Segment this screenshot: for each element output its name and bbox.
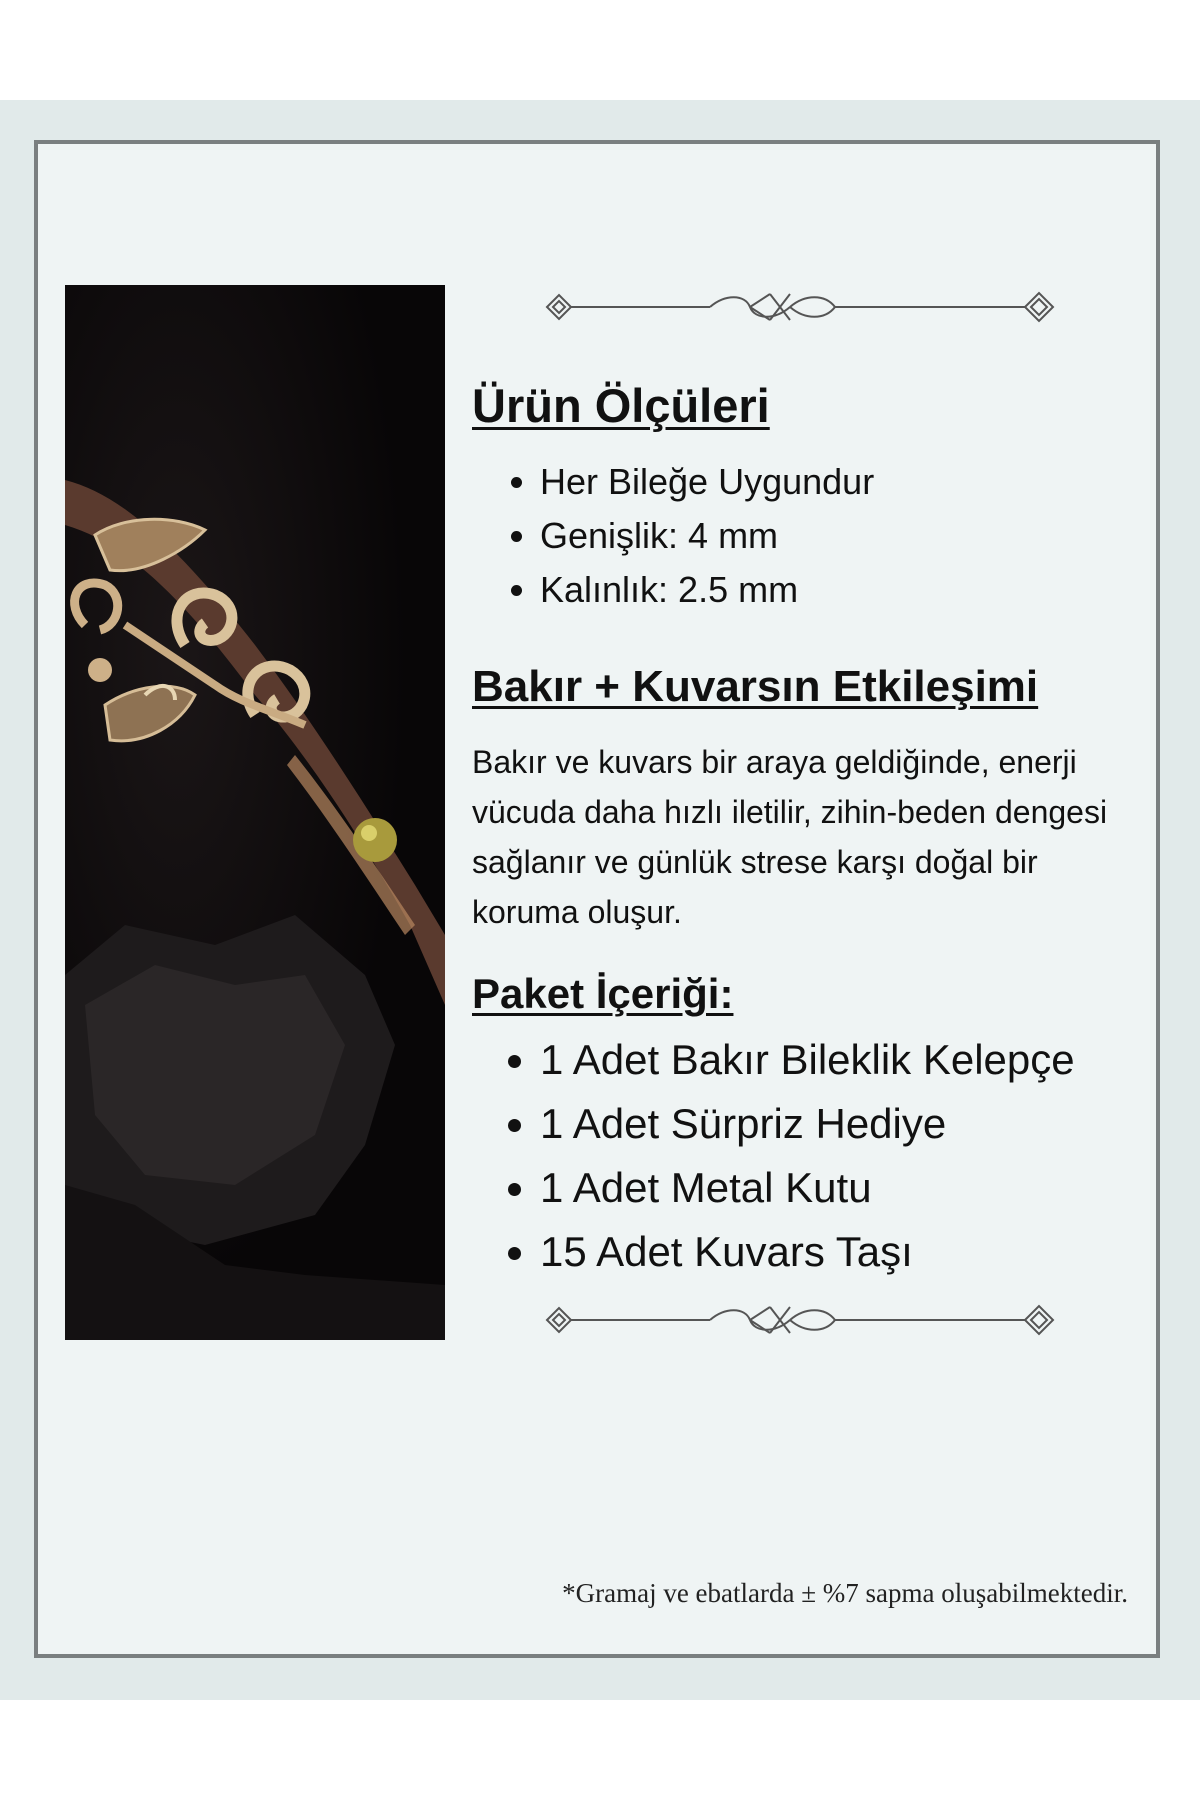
footnote: *Gramaj ve ebatlarda ± %7 sapma oluşabilmektedir. xyxy=(562,1578,1128,1608)
package-title: Paket İçeriği: xyxy=(472,970,734,1017)
list-item: • 1 Adet Metal Kutu xyxy=(540,1156,1200,1220)
ornamental-divider-icon xyxy=(545,282,1055,332)
interaction-title: Bakır + Kuvarsın Etkileşimi xyxy=(472,662,1039,711)
package-list xyxy=(472,1028,1200,1284)
list-item: • 1 Adet Bakır Bileklik Kelepçe xyxy=(540,1028,1200,1092)
size-list xyxy=(472,455,1200,617)
list-item: • Her Bileğe Uygundur xyxy=(540,455,1200,509)
ornamental-divider-icon xyxy=(545,1295,1055,1345)
list-item: • 15 Adet Kuvars Taşı xyxy=(540,1220,1200,1284)
product-photo xyxy=(65,285,445,1340)
list-item: • 1 Adet Sürpriz Hediye xyxy=(540,1092,1200,1156)
list-item: • Kalınlık: 2.5 mm xyxy=(540,563,1200,617)
size-title: Ürün Ölçüleri xyxy=(472,379,770,432)
list-item: • Genişlik: 4 mm xyxy=(540,509,1200,563)
interaction-text: Bakır ve kuvars bir araya geldiğinde, enerji vücuda daha hızlı iletilir, zihin-beden dengesi sağlanır ve günlük strese karşı doğal bir koruma oluşur. xyxy=(472,744,1108,930)
